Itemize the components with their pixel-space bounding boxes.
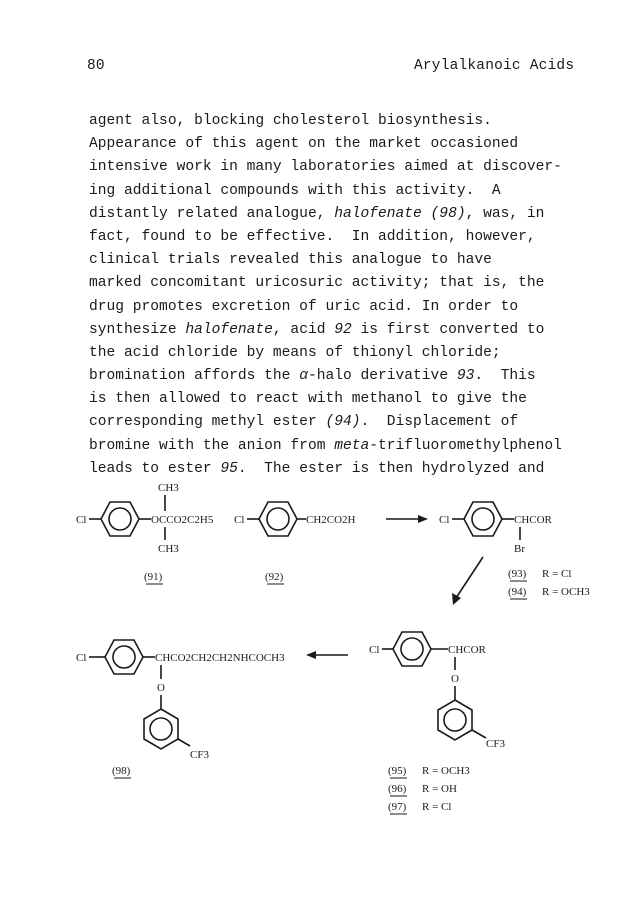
text-line: Appearance of this agent on the market occasioned	[89, 136, 519, 153]
text-line: marked concomitant uricosuric activity; that is, the	[89, 275, 545, 292]
oxygen-label: O	[451, 673, 459, 685]
arrow-head	[418, 515, 428, 523]
text-line: clinical trials revealed this analogue to have	[89, 252, 492, 269]
text-run: synthesize	[89, 321, 186, 338]
benzene-ring	[259, 502, 297, 536]
text-run: bromination affords the	[89, 368, 300, 385]
aromatic-circle	[472, 508, 494, 530]
chlorine-label: Cl	[369, 644, 380, 656]
body-paragraph	[89, 110, 589, 481]
r-group-97: R = Cl	[422, 801, 452, 813]
aromatic-circle	[113, 646, 135, 668]
text-run: . This	[474, 368, 536, 385]
substituent-93: CHCOR	[514, 514, 552, 526]
benzene-ring	[438, 700, 472, 740]
compound-91	[76, 482, 214, 584]
r-group-95: R = OCH3	[422, 765, 470, 777]
bond	[178, 739, 190, 746]
text-line: is then allowed to react with methanol to give the	[89, 391, 527, 408]
text-run: . Displacement of	[360, 414, 519, 431]
text-run: leads to ester	[89, 460, 221, 477]
compound-number-98: (98)	[112, 765, 131, 777]
substituent-92: CH2CO2H	[306, 514, 356, 526]
substituent-95: CHCOR	[448, 644, 486, 656]
compound-ref: 92	[334, 321, 352, 338]
compound-number-91: (91)	[144, 571, 163, 583]
text-line	[89, 411, 589, 434]
text-line: drug promotes excretion of uric acid. In order to	[89, 298, 519, 315]
compound-ref: 95	[220, 460, 238, 477]
text-run: . The ester is then hydrolyzed and	[237, 460, 545, 477]
methyl-top: CH3	[158, 482, 179, 494]
r-group-96: R = OH	[422, 783, 457, 795]
substituent-98: CHCO2CH2CH2NHCOCH3	[155, 652, 285, 664]
text-run: corresponding methyl ester	[89, 414, 326, 431]
benzene-ring	[464, 502, 502, 536]
bond	[472, 730, 486, 738]
compound-number-92: (92)	[265, 571, 284, 583]
text-line	[89, 203, 589, 226]
reaction-arrow	[452, 557, 483, 605]
compound-number-93: (93)	[508, 568, 527, 580]
r-group-93: R = Cl	[542, 568, 572, 580]
compound-number-96: (96)	[388, 783, 407, 795]
text-run: bromine with the anion from	[89, 437, 335, 454]
reaction-arrow	[306, 651, 348, 659]
compound-number-95: (95)	[388, 765, 407, 777]
compound-95-97	[369, 632, 505, 814]
substituent-91: OCCO2C2H5	[151, 514, 214, 526]
aromatic-circle	[267, 508, 289, 530]
text-run: -trifluoromethylphenol	[369, 437, 562, 454]
text-line: agent also, blocking cholesterol biosynthesis.	[89, 113, 492, 129]
aromatic-circle	[109, 508, 131, 530]
text-run: , was, in	[465, 205, 545, 222]
benzene-ring	[101, 502, 139, 536]
text-run: distantly related analogue,	[89, 205, 335, 222]
compound-98-halofenate	[76, 640, 285, 778]
benzene-ring	[393, 632, 431, 666]
aromatic-circle	[401, 638, 423, 660]
arrow-shaft	[456, 557, 483, 598]
text-run: -halo derivative	[307, 368, 457, 385]
reaction-arrow	[386, 515, 428, 523]
text-run: is first converted to	[351, 321, 545, 338]
alpha-symbol: α	[299, 368, 308, 385]
chlorine-label: Cl	[76, 514, 87, 526]
reaction-scheme	[0, 470, 641, 830]
text-line	[89, 365, 589, 388]
text-line	[89, 435, 589, 458]
aromatic-circle	[444, 709, 466, 731]
oxygen-label: O	[157, 682, 165, 694]
compound-number-97: (97)	[388, 801, 407, 813]
benzene-ring	[144, 709, 178, 749]
methyl-bottom: CH3	[158, 543, 179, 555]
running-title: Arylalkanoic Acids	[414, 58, 575, 74]
text-line: intensive work in many laboratories aimed at discover-	[89, 159, 562, 176]
trifluoromethyl-label: CF3	[486, 738, 505, 750]
trifluoromethyl-label: CF3	[190, 749, 209, 761]
arrow-head	[306, 651, 316, 659]
text-line: fact, found to be effective. In addition, however,	[89, 228, 536, 245]
page-number: 80	[87, 58, 105, 74]
chlorine-label: Cl	[76, 652, 87, 664]
text-line	[89, 319, 589, 342]
text-line: ing additional compounds with this activity. A	[89, 182, 501, 199]
text-run: , acid	[272, 321, 335, 338]
bromine-label: Br	[514, 543, 525, 555]
compound-number-94: (94)	[508, 586, 527, 598]
drug-name-halofenate: halofenate (98)	[334, 205, 466, 222]
benzene-ring	[105, 640, 143, 674]
compound-92	[234, 502, 356, 584]
meta-prefix: meta	[334, 437, 370, 454]
r-group-94: R = OCH3	[542, 586, 590, 598]
aromatic-circle	[150, 718, 172, 740]
compound-ref: 93	[456, 368, 475, 385]
arrow-head	[452, 593, 461, 605]
compound-93-94	[439, 502, 590, 599]
compound-ref: (94)	[325, 414, 361, 431]
chlorine-label: Cl	[439, 514, 450, 526]
drug-name-halofenate: halofenate	[185, 321, 273, 338]
chlorine-label: Cl	[234, 514, 245, 526]
text-line: the acid chloride by means of thionyl chloride;	[89, 344, 501, 361]
